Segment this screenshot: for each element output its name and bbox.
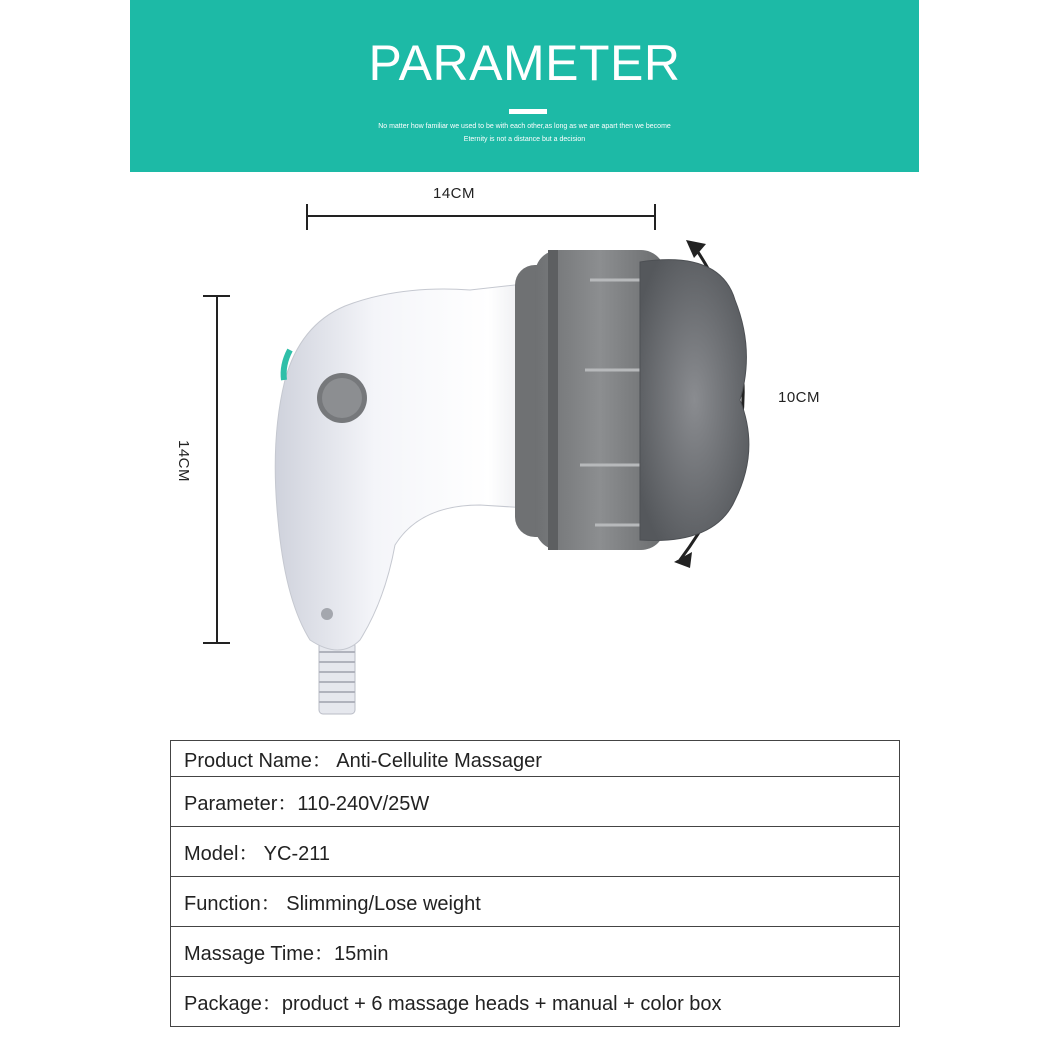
spec-function: Function： Slimming/Lose weight <box>171 877 900 927</box>
table-row <box>171 827 900 877</box>
spec-massage-time: Massage Time：15min <box>171 927 900 977</box>
spec-package: Package：product + 6 massage heads + manual + color box <box>171 977 900 1027</box>
table-row <box>171 741 900 777</box>
banner-subtitle-line1: No matter how familiar we used to be with each other,as long as we are apart then we become <box>378 123 671 130</box>
table-row <box>171 777 900 827</box>
spec-model: Model： YC-211 <box>171 827 900 877</box>
table-row <box>171 927 900 977</box>
width-dimension-label: 14CM <box>433 185 476 202</box>
height-dimension-label: 14CM <box>175 440 192 483</box>
banner-title: PARAMETER <box>368 35 681 91</box>
spec-table <box>170 740 900 1027</box>
spec-product-name: Product Name： Anti-Cellulite Massager <box>171 741 900 777</box>
head-dimension-label: 10CM <box>778 389 821 406</box>
table-row <box>171 877 900 927</box>
spec-parameter: Parameter：110-240V/25W <box>171 777 900 827</box>
banner-subtitle-line2: Eternity is not a distance but a decision <box>463 136 586 143</box>
table-row <box>171 977 900 1027</box>
